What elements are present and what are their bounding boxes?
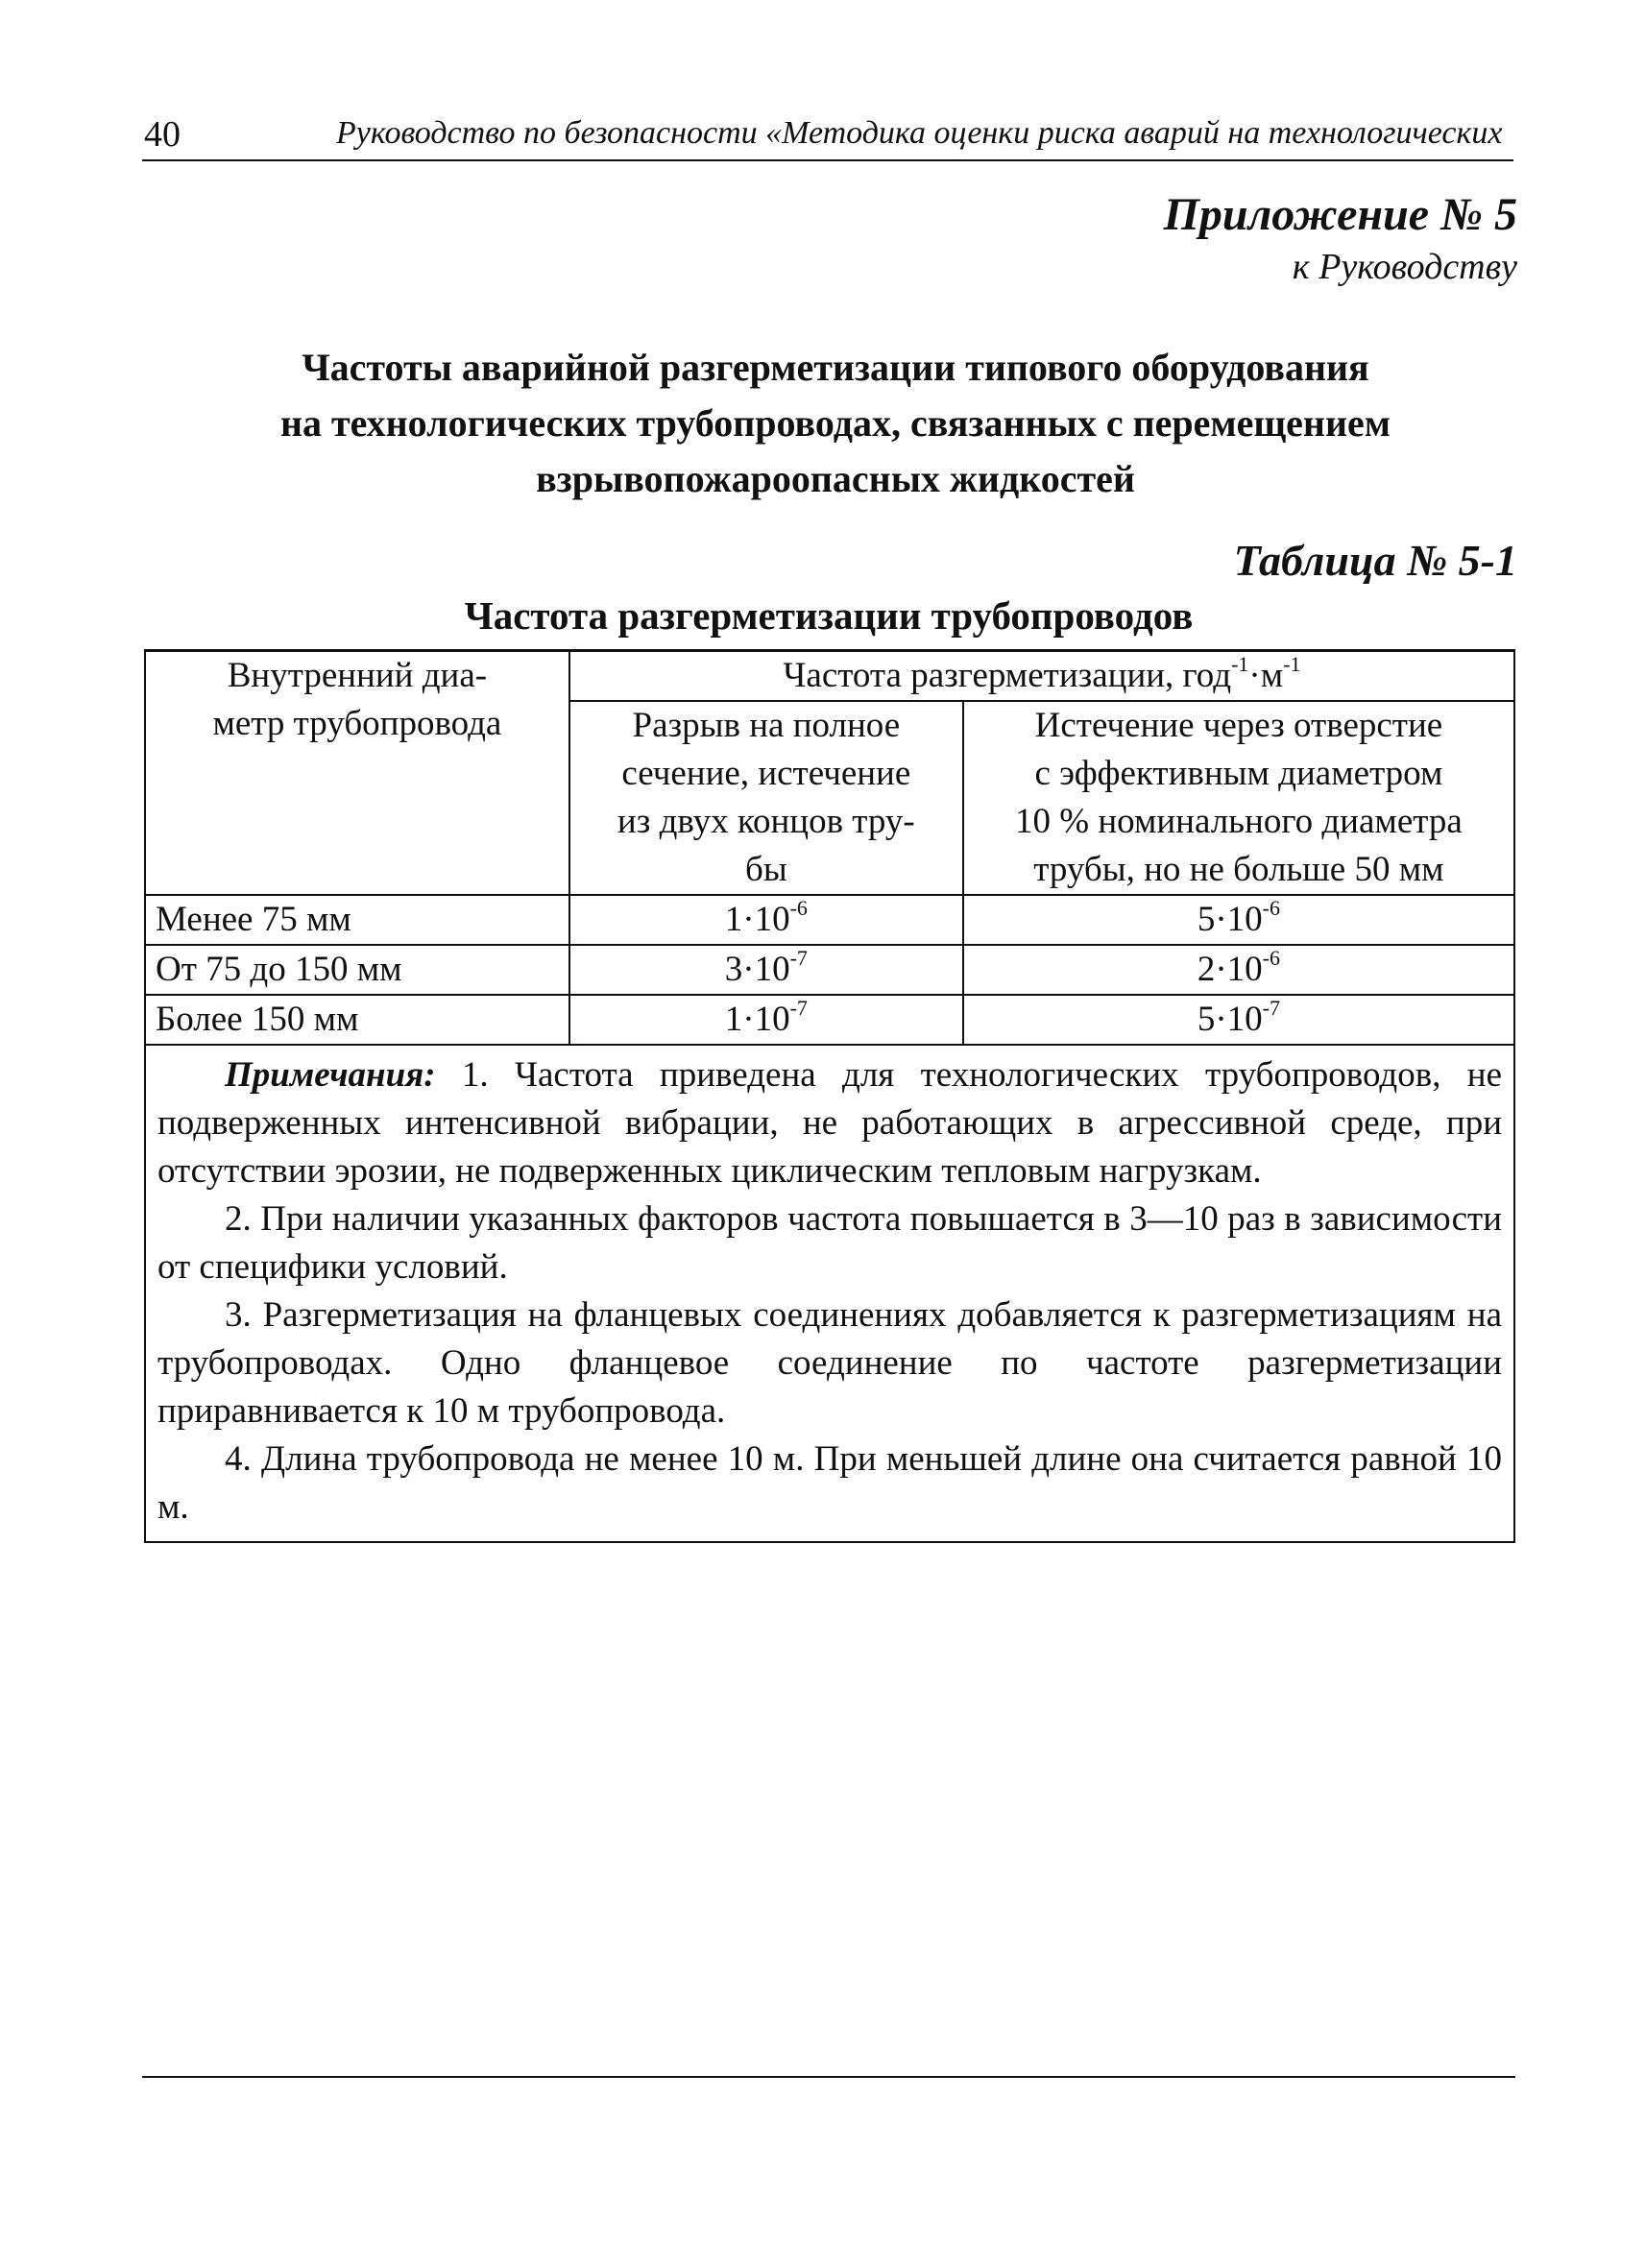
note-3: 3. Разгерметизация на фланцевых соединениях добавляется к разгерметизациям на трубопроводах. Одно фланцевое соединение по частоте разгерметизации приравнивается к 10 м трубопровода. bbox=[157, 1295, 1502, 1431]
main-heading bbox=[154, 340, 1517, 507]
notes-label: Примечания: bbox=[225, 1055, 436, 1095]
heading-line: Частоты аварийной разгерметизации типового оборудования bbox=[302, 346, 1369, 389]
header-line: бы bbox=[745, 850, 787, 889]
cell-exponent: -7 bbox=[789, 996, 808, 1020]
cell-diameter: Менее 75 мм bbox=[145, 895, 569, 945]
heading-line: взрывопожароопасных жидкостей bbox=[536, 457, 1135, 500]
cell-exponent: -7 bbox=[1262, 996, 1280, 1020]
cell-exponent: -7 bbox=[789, 946, 808, 970]
footer-rule bbox=[142, 2076, 1515, 2078]
header-line: с эффективным диаметром bbox=[1034, 754, 1443, 793]
cell-leak bbox=[963, 945, 1514, 995]
page-number: 40 bbox=[144, 114, 181, 155]
note-text: 1. Частота приведена для технологических трубопроводов, не подверженных интенсивной вибрации, не работающих в агрессивной среде, при отсутствии эрозии, не подверженных циклическим тепловым нагрузкам. bbox=[157, 1055, 1502, 1191]
header-rupture bbox=[569, 701, 963, 895]
table-number: Таблица № 5-1 bbox=[1233, 536, 1517, 585]
cell-exponent: -6 bbox=[1262, 896, 1280, 920]
cell-exponent: -6 bbox=[789, 896, 808, 920]
header-line: из двух концов тру- bbox=[617, 802, 915, 841]
cell-leak bbox=[963, 995, 1514, 1045]
header-line: сечение, истечение bbox=[621, 754, 911, 793]
appendix-subtitle: к Руководству bbox=[1292, 247, 1517, 287]
cell-diameter: От 75 до 150 мм bbox=[145, 945, 569, 995]
cell-diameter: Более 150 мм bbox=[145, 995, 569, 1045]
table-row bbox=[145, 995, 1514, 1045]
cell-exponent: -6 bbox=[1262, 946, 1280, 970]
header-rule bbox=[142, 159, 1513, 161]
cell-rupture bbox=[569, 895, 963, 945]
header-line: 10 % номинального диаметра bbox=[1015, 802, 1463, 841]
header-line: метр трубопровода bbox=[212, 704, 502, 743]
header-line: Истечение через отверстие bbox=[1034, 706, 1443, 745]
table-header-row bbox=[145, 651, 1514, 702]
notes-cell bbox=[145, 1045, 1514, 1542]
header-line: трубы, но не больше 50 мм bbox=[1033, 850, 1444, 889]
cell-value: 5·10 bbox=[1197, 900, 1263, 939]
frequency-table bbox=[144, 649, 1515, 1543]
table-row bbox=[145, 895, 1514, 945]
header-diameter bbox=[145, 651, 569, 896]
cell-value: 2·10 bbox=[1197, 950, 1263, 989]
note-2: 2. При наличии указанных факторов частота повышается в 3—10 раз в зависимости от специфики условий. bbox=[157, 1199, 1502, 1287]
header-leak bbox=[963, 701, 1514, 895]
running-head: Руководство по безопасности «Методика оценки риска аварий на технологических bbox=[336, 115, 1503, 151]
cell-value: 1·10 bbox=[724, 1000, 790, 1039]
appendix-title: Приложение № 5 bbox=[1163, 189, 1517, 240]
cell-value: 5·10 bbox=[1197, 1000, 1263, 1039]
heading-line: на технологических трубопроводах, связанных с перемещением bbox=[279, 401, 1391, 445]
header-line: Разрыв на полное bbox=[632, 706, 901, 745]
header-group-unit: ·м bbox=[1248, 656, 1284, 695]
table-caption: Частота разгерметизации трубопроводов bbox=[464, 593, 1194, 638]
header-group-text: Частота разгерметизации, год bbox=[783, 656, 1232, 695]
cell-rupture bbox=[569, 945, 963, 995]
header-line: Внутренний диа- bbox=[227, 656, 488, 695]
header-exponent: -1 bbox=[1283, 652, 1301, 676]
cell-value: 3·10 bbox=[724, 950, 790, 989]
cell-value: 1·10 bbox=[724, 900, 790, 939]
header-frequency-group bbox=[569, 651, 1514, 702]
cell-rupture bbox=[569, 995, 963, 1045]
note-1 bbox=[157, 1051, 1502, 1195]
table-notes-row bbox=[145, 1045, 1514, 1542]
cell-leak bbox=[963, 895, 1514, 945]
note-4: 4. Длина трубопровода не менее 10 м. При меньшей длине она считается равной 10 м. bbox=[157, 1439, 1502, 1527]
header-exponent: -1 bbox=[1231, 652, 1249, 676]
table-row bbox=[145, 945, 1514, 995]
